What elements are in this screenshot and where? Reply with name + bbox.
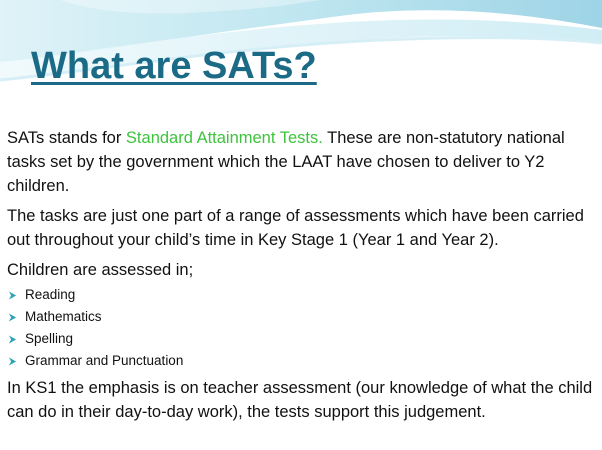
list-item <box>7 350 597 372</box>
subject-list <box>7 284 597 372</box>
chevron-right-icon <box>8 291 17 300</box>
subject-label: Grammar and Punctuation <box>25 353 184 368</box>
list-item <box>7 328 597 350</box>
intro-paragraph <box>7 126 597 198</box>
list-item <box>7 306 597 328</box>
assessed-in-heading: Children are assessed in; <box>7 261 194 279</box>
intro-text-start: SATs stands for <box>7 129 126 147</box>
highlight-term: Standard Attainment Tests. <box>125 129 323 147</box>
list-item <box>7 284 597 306</box>
intro-text-end: These are non-statutory national tasks set by the government which the LAAT have chosen to deliver to Y2 children. <box>7 129 565 195</box>
subject-label: Reading <box>25 287 76 302</box>
assessment-range-paragraph: The tasks are just one part of a range of assessments which have been carried out throughout your child’s time in Key Stage 1 (Year 1 and Year 2). <box>7 207 584 249</box>
chevron-right-icon <box>8 313 17 322</box>
chevron-right-icon <box>8 335 17 344</box>
subject-label: Mathematics <box>25 309 102 324</box>
chevron-right-icon <box>8 357 17 366</box>
slide-title: What are SATs? <box>31 45 317 87</box>
subject-label: Spelling <box>25 331 74 346</box>
slide-body <box>7 126 597 430</box>
ks1-emphasis-paragraph: In KS1 the emphasis is on teacher assessment (our knowledge of what the child can do in their day-to-day work), the tests support this judgement. <box>7 379 593 421</box>
